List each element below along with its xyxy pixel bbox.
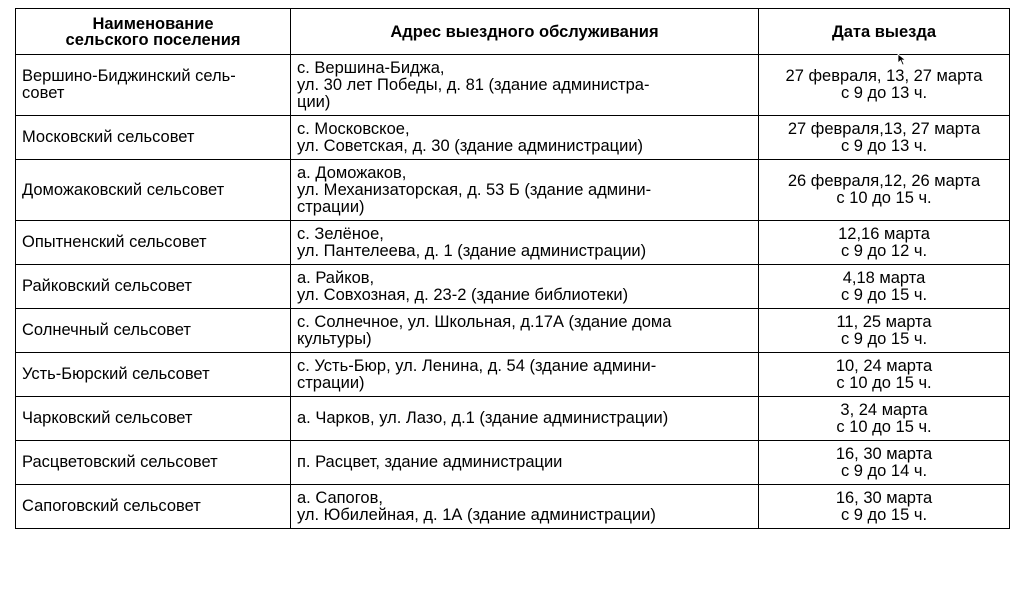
settlement-name-cell <box>16 485 291 529</box>
table-row <box>16 221 1010 265</box>
visit-date-cell-line: 27 февраля,13, 27 марта <box>787 119 981 138</box>
visit-date-cell-line: 4,18 марта <box>842 268 926 287</box>
service-address-cell-line: ул. Юбилейная, д. 1А (здание администрации) <box>297 505 656 524</box>
visit-date-cell-line: 3, 24 марта <box>840 400 928 419</box>
visit-date-cell <box>759 441 1010 485</box>
visit-date-cell-line: 12,16 марта <box>838 224 930 243</box>
visit-date-cell-line: с 9 до 15 ч. <box>840 285 928 304</box>
visit-date-cell-line: с 10 до 15 ч. <box>836 373 932 392</box>
service-address-cell <box>291 353 759 397</box>
service-address-cell-line: с. Зелёное, <box>297 224 384 243</box>
service-address-cell-line: а. Райков, <box>297 268 375 287</box>
visit-date-cell-line: 16, 30 марта <box>835 444 933 463</box>
settlement-name-cell <box>16 160 291 221</box>
service-address-cell <box>291 116 759 160</box>
clipped-heading-text <box>0 0 1024 5</box>
settlement-name-cell-line: Расцветовский сельсовет <box>22 453 218 471</box>
settlement-name-cell-line: Солнечный сельсовет <box>22 321 191 339</box>
service-address-cell-line: а. Сапогов, <box>297 488 383 507</box>
service-address-cell <box>291 441 759 485</box>
visit-date-cell <box>759 160 1010 221</box>
settlement-name-cell <box>16 353 291 397</box>
service-address-cell-line: с. Солнечное, ул. Школьная, д.17А (здание дома <box>297 312 672 331</box>
settlement-name-cell <box>16 265 291 309</box>
table-header-row <box>16 9 1010 55</box>
service-address-cell-line: ул. 30 лет Победы, д. 81 (здание администра- <box>297 75 650 94</box>
settlement-name-cell <box>16 397 291 441</box>
visit-date-cell <box>759 55 1010 116</box>
visit-date-cell-line: с 9 до 15 ч. <box>840 505 928 524</box>
settlement-name-cell <box>16 116 291 160</box>
table-row <box>16 55 1010 116</box>
table-row <box>16 353 1010 397</box>
header-settlement-name: Наименование сельского поселения <box>16 9 291 55</box>
service-address-cell <box>291 160 759 221</box>
service-address-cell-line: страции) <box>297 373 365 392</box>
table-row <box>16 309 1010 353</box>
service-address-cell-line: п. Расцвет, здание администрации <box>297 453 563 471</box>
service-address-cell-line: а. Чарков, ул. Лазо, д.1 (здание администрации) <box>297 409 669 427</box>
header-visit-date: Дата выезда <box>759 9 1010 55</box>
settlement-name-cell-line: Чарковский сельсовет <box>22 409 193 427</box>
service-address-cell-line: а. Доможаков, <box>297 163 407 182</box>
visit-date-cell <box>759 353 1010 397</box>
settlement-name-cell-line: Сапоговский сельсовет <box>22 497 201 515</box>
settlement-name-cell-line: Московский сельсовет <box>22 128 195 146</box>
service-address-cell-line: ул. Механизаторская, д. 53 Б (здание админи- <box>297 180 652 199</box>
settlement-name-cell-line: Райковский сельсовет <box>22 277 192 295</box>
service-address-cell <box>291 221 759 265</box>
visit-date-cell-line: 27 февраля, 13, 27 марта <box>785 67 983 85</box>
visit-date-cell-line: с 9 до 14 ч. <box>840 461 928 480</box>
visit-date-cell-line: с 10 до 15 ч. <box>836 189 932 207</box>
table-row <box>16 485 1010 529</box>
visit-date-cell-line: 16, 30 марта <box>835 488 933 507</box>
visit-date-cell <box>759 116 1010 160</box>
settlement-name-cell <box>16 221 291 265</box>
service-address-cell <box>291 265 759 309</box>
visit-date-cell-line: 11, 25 марта <box>836 312 932 331</box>
mouse-cursor-icon <box>897 53 909 67</box>
settlement-name-cell-line: Вершино-Биджинский сель- <box>22 67 236 85</box>
service-address-cell <box>291 485 759 529</box>
visit-date-cell-line: с 9 до 15 ч. <box>840 329 928 348</box>
visit-date-cell-line: с 9 до 13 ч. <box>840 84 928 102</box>
service-address-cell <box>291 397 759 441</box>
service-address-cell-line: ул. Советская, д. 30 (здание администрации) <box>297 136 644 155</box>
visit-date-cell-line: с 9 до 12 ч. <box>840 241 928 260</box>
visit-date-cell <box>759 397 1010 441</box>
service-address-cell <box>291 55 759 116</box>
settlement-name-cell-line: Усть-Бюрский сельсовет <box>22 365 210 383</box>
table-row <box>16 160 1010 221</box>
settlement-name-cell <box>16 309 291 353</box>
visit-date-cell <box>759 309 1010 353</box>
table-row <box>16 441 1010 485</box>
service-address-cell-line: с. Московское, <box>297 119 410 138</box>
header-service-address: Адрес выездного обслуживания <box>291 9 759 55</box>
service-address-cell-line: ции) <box>297 92 331 111</box>
settlement-name-cell-line: совет <box>22 84 65 102</box>
service-address-cell-line: с. Вершина-Биджа, <box>297 58 445 77</box>
visit-date-cell <box>759 265 1010 309</box>
table-row <box>16 265 1010 309</box>
visit-date-cell-line: 10, 24 марта <box>835 356 933 375</box>
service-address-cell-line: ул. Совхозная, д. 23-2 (здание библиотеки) <box>297 285 629 304</box>
table-row <box>16 397 1010 441</box>
visit-date-cell <box>759 221 1010 265</box>
service-address-cell-line: страции) <box>297 197 365 216</box>
service-address-cell-line: с. Усть-Бюр, ул. Ленина, д. 54 (здание админи- <box>297 356 657 375</box>
settlement-name-cell <box>16 55 291 116</box>
settlement-name-cell-line: Доможаковский сельсовет <box>22 180 225 199</box>
visit-date-cell <box>759 485 1010 529</box>
visit-date-cell-line: 26 февраля,12, 26 марта <box>787 172 981 190</box>
schedule-table <box>15 8 1010 529</box>
table-row <box>16 116 1010 160</box>
settlement-name-cell <box>16 441 291 485</box>
service-address-cell <box>291 309 759 353</box>
visit-date-cell-line: с 9 до 13 ч. <box>840 136 928 155</box>
settlement-name-cell-line: Опытненский сельсовет <box>22 233 207 251</box>
service-address-cell-line: ул. Пантелеева, д. 1 (здание администрации) <box>297 241 647 260</box>
service-address-cell-line: культуры) <box>297 329 372 348</box>
visit-date-cell-line: с 10 до 15 ч. <box>836 417 932 436</box>
